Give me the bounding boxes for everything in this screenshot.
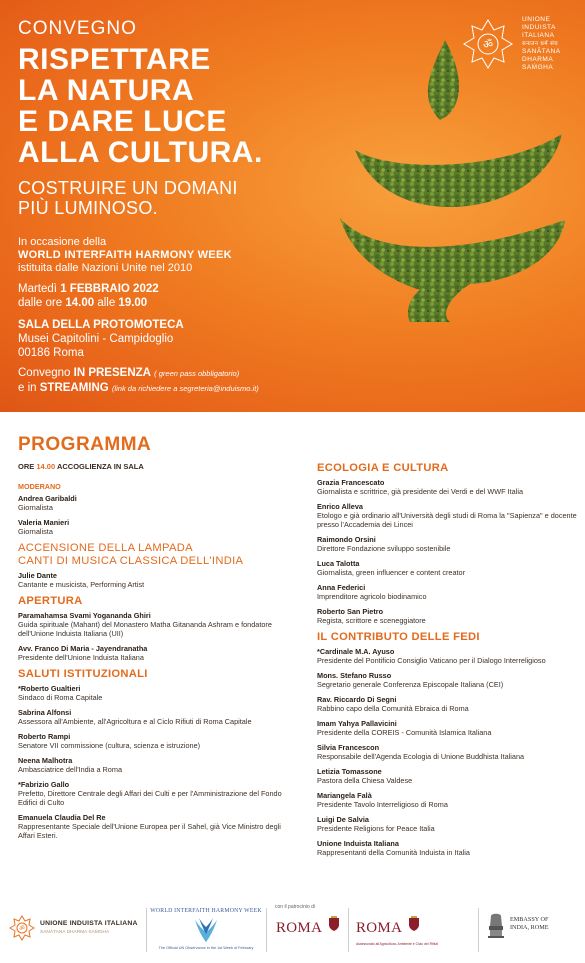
svg-text:ॐ: ॐ [19, 925, 25, 932]
hands-logo-icon [191, 916, 221, 944]
footer-divider [348, 908, 349, 952]
section-faiths-title: IL CONTRIBUTO DELLE FEDI [317, 631, 480, 643]
speaker-entry: Mons. Stefano Russo Segretario generale Conferenza Episcopale Italiana (CEI) [317, 671, 504, 689]
event-venue: SALA DELLA PROTOMOTECA Musei Capitolini - Campidoglio 00186 Roma [18, 319, 184, 359]
program-title: PROGRAMMA [18, 434, 152, 455]
hero-banner [0, 0, 585, 412]
roma-logo-2: ROMA [356, 920, 403, 936]
speaker-entry: Grazia Francescato Giornalista e scrittrice, già presidente dei Verdi e del WWF Italia [317, 478, 524, 496]
footer-divider [146, 908, 147, 952]
speaker-entry: Mariangela Falà Presidente Tavolo Interreligioso di Roma [317, 791, 448, 809]
program-left-column [18, 462, 298, 846]
speaker-entry: Unione Induista Italiana Rappresentanti della Comunità Induista in Italia [317, 839, 470, 857]
speaker-entry: Rav. Riccardo Di Segni Rabbino capo della Comunità Ebraica di Roma [317, 695, 469, 713]
speaker-entry: Raimondo Orsini Direttore Fondazione sviluppo sostenibile [317, 535, 451, 553]
footer-divider [478, 908, 479, 952]
roma-crest-icon [408, 916, 420, 932]
welcome-line: ORE 14.00 ACCOGLIENZA IN SALA [18, 462, 144, 471]
event-mode: Convegno IN PRESENZA ( green pass obbligatorio) e in STREAMING (link da richiedere a segreteria@induismo.it) [18, 367, 259, 394]
speaker-entry: *Roberto Gualtieri Sindaco di Roma Capitale [18, 684, 103, 702]
wihw-logo: WORLD INTERFAITH HARMONY WEEK The Official UN Observance in the 1st Week of February [150, 908, 262, 950]
speaker-entry: Enrico Alleva Etologo e già ordinario all'Università degli studi di Roma la "Sapienza" e docente presso l'Accademia dei Lincei [317, 502, 577, 529]
speaker-entry: Roberto San Pietro Regista, scrittore e sceneggiatore [317, 607, 426, 625]
om-mandala-icon [8, 914, 36, 942]
moderator-entry: Andrea Garibaldi Giornalista [18, 494, 77, 512]
speaker-entry: *Fabrizio Gallo Prefetto, Direttore Centrale degli Affari dei Culti e per l'Amministrazione del Fondo Edifici di Culto [18, 780, 282, 807]
uii-footer-logo: ॐ UNIONE INDUISTA ITALIANA SANĀTANA DHARMA SAṀGHA [8, 910, 143, 950]
section-lamp-title: ACCENSIONE DELLA LAMPADA CANTI DI MUSICA CLASSICA DELL'INDIA [18, 542, 244, 567]
ashoka-emblem-icon [486, 912, 506, 942]
embassy-logo: EMBASSY OF INDIA, ROME [510, 916, 549, 931]
roma-assessorato: Assessorato all'Agricoltura, Ambiente e Ciclo dei Rifiuti [356, 942, 439, 946]
speaker-entry: *Cardinale M.A. Ayuso Presidente del Pontificio Consiglio Vaticano per il Dialogo Interreligioso [317, 647, 546, 665]
speaker-entry: Sabrina Alfonsi Assessora all'Ambiente, all'Agricoltura e al Ciclo Rifiuti di Roma Capitale [18, 708, 252, 726]
speaker-entry: Letizia Tomassone Pastora della Chiesa Valdese [317, 767, 413, 785]
speaker-entry: Imam Yahya Pallavicini Presidente della COREIS - Comunità Islamica Italiana [317, 719, 492, 737]
speaker-entry: Avv. Franco Di Maria - Jayendranatha Presidente dell'Unione Induista Italiana [18, 644, 148, 662]
speaker-entry: Julie Dante Cantante e musicista, Performing Artist [18, 571, 145, 589]
speaker-entry: Paramahamsa Svami Yogananda Ghiri Guida spirituale (Mahant) del Monastero Matha Gitananda Ashram e fondatore dell'Unione Induista Italiana (UII) [18, 611, 272, 638]
speaker-entry: Luca Talotta Giornalista, green influencer e content creator [317, 559, 466, 577]
event-kicker: CONVEGNO [18, 18, 137, 39]
event-date: Martedì 1 FEBBRAIO 2022 dalle ore 14.00 alle 19.00 [18, 283, 159, 309]
patronage-label: con il patrocinio di [275, 904, 316, 910]
speaker-entry: Emanuela Claudia Del Re Rappresentante Speciale dell'Unione Europea per il Sahel, già Vice Ministro degli Affari Esteri. [18, 813, 281, 840]
program-right-column [317, 462, 577, 863]
speaker-entry: Luigi De Salvia Presidente Religions for Peace Italia [317, 815, 435, 833]
event-subtitle: COSTRUIRE UN DOMANI PIÙ LUMINOSO. [18, 178, 238, 218]
section-opening-title: APERTURA [18, 595, 83, 607]
roma-logo-1: ROMA [276, 920, 323, 936]
om-mandala-icon [460, 16, 516, 72]
speaker-entry: Roberto Rampi Senatore VII commissione (cultura, scienza e istruzione) [18, 732, 201, 750]
moderator-entry: Valeria Manieri Giornalista [18, 518, 70, 536]
program-section [0, 420, 585, 882]
footer-divider [266, 908, 267, 952]
uii-brand-text: UNIONE INDUISTA ITALIANA सनातन धर्म संघ SANĀTANA DHARMA SAṀGHA [522, 16, 561, 71]
event-title: RISPETTARE LA NATURA E DARE LUCE ALLA CULTURA. [18, 43, 263, 169]
uii-brand-top [460, 12, 578, 88]
speaker-entry: Anna Federici Imprenditore agricolo biodinamico [317, 583, 427, 601]
moderators-label: MODERANO [18, 482, 61, 491]
section-greetings-title: SALUTI ISTITUZIONALI [18, 668, 148, 680]
svg-text:ॐ: ॐ [482, 38, 494, 51]
footer-logos [0, 892, 585, 963]
section-ecology-title: ECOLOGIA E CULTURA [317, 462, 449, 474]
speaker-entry: Silvia Francescon Responsabile dell'Agenda Ecologia di Unione Buddhista Italiana [317, 743, 525, 761]
event-occasion: In occasione della WORLD INTERFAITH HARMONY WEEK istituita dalle Nazioni Unite nel 2010 [18, 236, 232, 274]
roma-crest-icon [328, 916, 340, 932]
speaker-entry: Neena Malhotra Ambasciatrice dell'India a Roma [18, 756, 123, 774]
